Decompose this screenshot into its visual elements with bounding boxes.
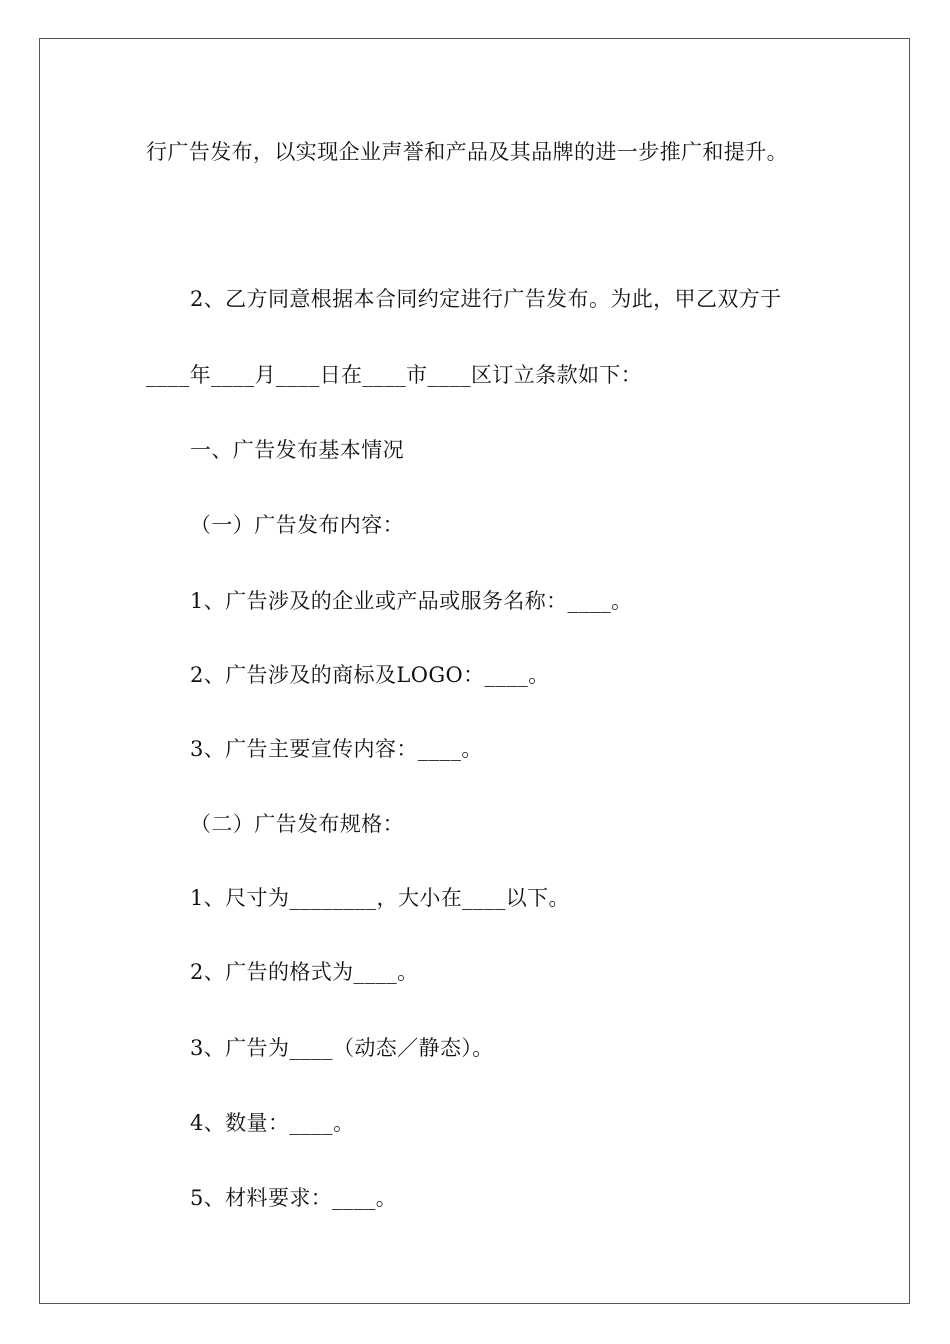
content-item-2: 2、广告涉及的商标及LOGO：____。 bbox=[190, 663, 550, 687]
paragraph-continuation: 行广告发布，以实现企业声誉和产品及其品牌的进一步推广和提升。 bbox=[146, 140, 788, 164]
clause-2-paragraph: 2、乙方同意根据本合同约定进行广告发布。为此，甲乙双方于 bbox=[190, 287, 782, 311]
section-heading-1: 一、广告发布基本情况 bbox=[190, 438, 404, 462]
subsection-heading-2: （二）广告发布规格： bbox=[190, 812, 404, 836]
content-item-3: 3、广告主要宣传内容：____。 bbox=[190, 737, 483, 761]
spec-item-3: 3、广告为____（动态／静态）。 bbox=[190, 1036, 494, 1060]
spec-item-1: 1、尺寸为________，大小在____以下。 bbox=[190, 886, 570, 910]
subsection-heading-1: （一）广告发布内容： bbox=[190, 513, 404, 537]
spec-item-5: 5、材料要求：____。 bbox=[190, 1186, 398, 1210]
date-location-line: ____年____月____日在____市____区订立条款如下： bbox=[146, 363, 643, 387]
spec-item-2: 2、广告的格式为____。 bbox=[190, 960, 419, 984]
content-item-1: 1、广告涉及的企业或产品或服务名称：____。 bbox=[190, 589, 633, 613]
spec-item-4: 4、数量：____。 bbox=[190, 1111, 355, 1135]
